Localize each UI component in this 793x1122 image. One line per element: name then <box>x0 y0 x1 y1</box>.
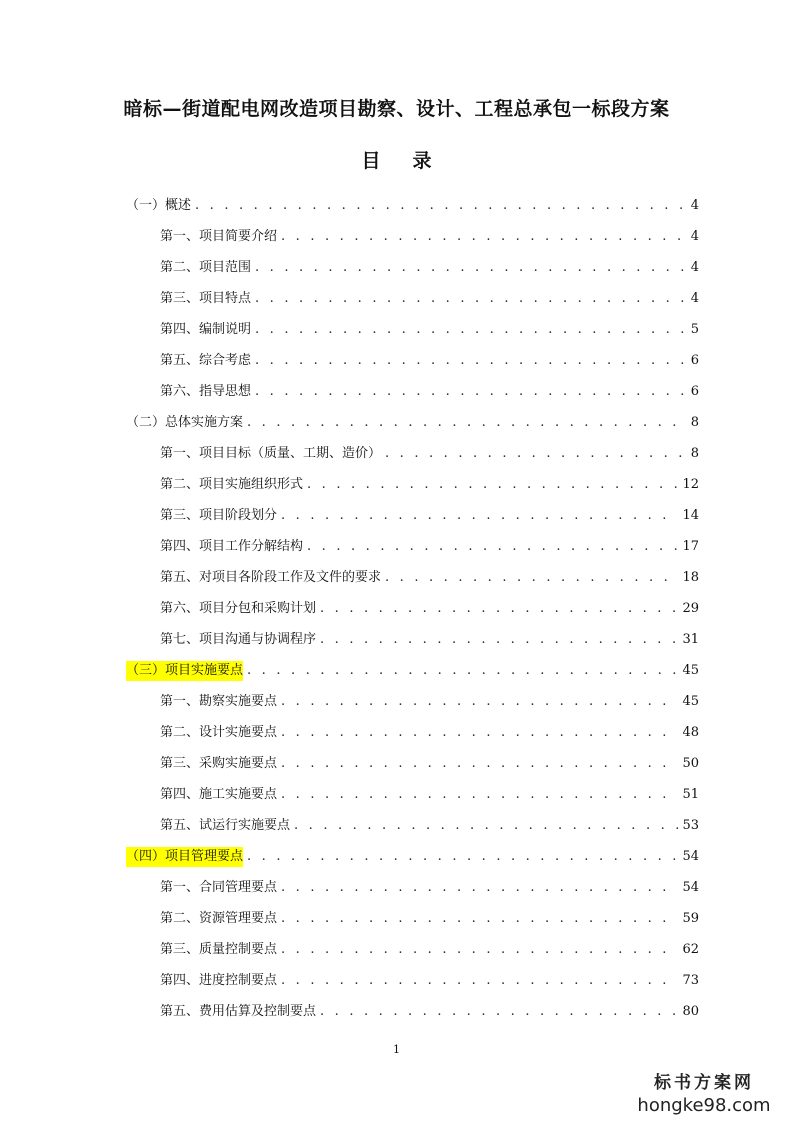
toc-dot-leader <box>320 599 678 619</box>
toc-entry[interactable] <box>160 227 699 247</box>
toc-entry-page: 54 <box>682 849 699 864</box>
toc-dot-leader <box>281 754 678 774</box>
toc-entry[interactable] <box>160 568 699 588</box>
toc-entry-label: 第二、资源管理要点 <box>160 911 278 926</box>
toc-entry-page: 48 <box>682 725 699 740</box>
toc-dot-leader <box>281 940 678 960</box>
toc-entry[interactable] <box>126 847 699 867</box>
toc-entry-label: 第五、对项目各阶段工作及文件的要求 <box>160 570 382 585</box>
toc-dot-leader <box>255 351 687 371</box>
toc-entry[interactable] <box>160 1002 699 1022</box>
toc-dot-leader <box>307 537 678 557</box>
toc-entry[interactable] <box>160 909 699 929</box>
toc-entry[interactable] <box>126 413 699 433</box>
toc-entry-label: 第二、项目实施组织形式 <box>160 477 304 492</box>
toc-entry[interactable] <box>126 196 699 216</box>
toc-entry[interactable] <box>160 878 699 898</box>
toc-entry-label: 第四、编制说明 <box>160 322 252 337</box>
toc-entry[interactable] <box>126 661 699 681</box>
toc-entry[interactable] <box>160 754 699 774</box>
toc-entry-label: 第三、项目特点 <box>160 291 252 306</box>
toc-entry-page: 12 <box>682 477 699 492</box>
toc-entry-label: 第六、指导思想 <box>160 384 252 399</box>
toc-entry-label: 第五、费用估算及控制要点 <box>160 1004 317 1019</box>
toc-entry-label: 第一、勘察实施要点 <box>160 694 278 709</box>
toc-entry-label: 第四、项目工作分解结构 <box>160 539 304 554</box>
toc-entry-label: 第三、项目阶段划分 <box>160 508 278 523</box>
toc-entry-page: 45 <box>682 663 699 678</box>
watermark-url: hongke98.com <box>637 1095 771 1116</box>
toc-dot-leader <box>281 909 678 929</box>
toc-dot-leader <box>247 413 687 433</box>
toc-entry-page: 31 <box>682 632 699 647</box>
toc-entry-page: 18 <box>682 570 699 585</box>
toc-entry[interactable] <box>160 289 699 309</box>
toc-entry[interactable] <box>160 444 699 464</box>
toc-entry[interactable] <box>160 692 699 712</box>
toc-entry-page: 17 <box>682 539 699 554</box>
toc-entry[interactable] <box>160 351 699 371</box>
toc-entry-label: 第三、采购实施要点 <box>160 756 278 771</box>
toc-dot-leader <box>195 196 687 216</box>
toc-entry-page: 59 <box>682 911 699 926</box>
toc-entry-label: 第二、项目范围 <box>160 260 252 275</box>
toc-entry-label: 第七、项目沟通与协调程序 <box>160 632 317 647</box>
toc-entry-page: 29 <box>682 601 699 616</box>
toc-entry[interactable] <box>160 475 699 495</box>
toc-entry-page: 51 <box>682 787 699 802</box>
toc-dot-leader <box>281 723 678 743</box>
toc-dot-leader <box>247 847 678 867</box>
toc-entry-label: 第一、合同管理要点 <box>160 880 278 895</box>
toc-dot-leader <box>294 816 678 836</box>
toc-dot-leader <box>385 444 687 464</box>
toc-entry[interactable] <box>160 382 699 402</box>
toc-entry-page: 4 <box>690 229 699 244</box>
toc-dot-leader <box>281 878 678 898</box>
document-title: 暗标—街道配电网改造项目勘察、设计、工程总承包一标段方案 <box>123 98 670 120</box>
toc-entry-label: 第四、施工实施要点 <box>160 787 278 802</box>
toc-dot-leader <box>307 475 678 495</box>
toc-dot-leader <box>255 258 687 278</box>
toc-entry-page: 73 <box>682 973 699 988</box>
toc-dot-leader <box>320 1002 678 1022</box>
toc-dot-leader <box>247 661 678 681</box>
toc-entry-label: 第三、质量控制要点 <box>160 942 278 957</box>
toc-dot-leader <box>255 289 687 309</box>
toc-entry[interactable] <box>160 537 699 557</box>
toc-entry-label: （一）概述 <box>126 198 192 213</box>
toc-dot-leader <box>255 320 687 340</box>
toc-entry-page: 50 <box>682 756 699 771</box>
toc-entry[interactable] <box>160 599 699 619</box>
toc-entry-label: （三）项目实施要点 <box>126 661 243 681</box>
toc-entry-label: 第一、项目目标（质量、工期、造价） <box>160 446 382 461</box>
watermark-cn: 标书方案网 <box>654 1073 754 1093</box>
toc-entry-page: 53 <box>682 818 699 833</box>
toc-entry-page: 6 <box>690 384 699 399</box>
toc-entry-label: 第五、综合考虑 <box>160 353 252 368</box>
toc-dot-leader <box>255 382 687 402</box>
toc-dot-leader <box>281 785 678 805</box>
toc-entry-page: 8 <box>690 446 699 461</box>
toc-entry[interactable] <box>160 258 699 278</box>
toc-entry[interactable] <box>160 971 699 991</box>
toc-entry-label: （四）项目管理要点 <box>126 847 243 867</box>
toc-heading-right: 录 <box>412 150 432 172</box>
toc-entry-label: 第四、进度控制要点 <box>160 973 278 988</box>
toc-heading-left: 目 <box>361 150 381 172</box>
toc-entry[interactable] <box>160 320 699 340</box>
toc-entry-label: 第二、设计实施要点 <box>160 725 278 740</box>
toc-dot-leader <box>281 227 687 247</box>
toc-entry[interactable] <box>160 506 699 526</box>
page-number: 1 <box>393 1043 400 1056</box>
toc-entry-page: 5 <box>690 322 699 337</box>
toc-entry[interactable] <box>160 630 699 650</box>
toc-dot-leader <box>281 692 678 712</box>
toc-entry-page: 54 <box>682 880 699 895</box>
toc-entry[interactable] <box>160 785 699 805</box>
toc-entry-page: 6 <box>690 353 699 368</box>
toc-entry[interactable] <box>160 940 699 960</box>
toc-entry-page: 8 <box>690 415 699 430</box>
toc-entry-page: 4 <box>690 198 699 213</box>
toc-entry[interactable] <box>160 816 699 836</box>
toc-entry-label: 第六、项目分包和采购计划 <box>160 601 317 616</box>
toc-entry-page: 80 <box>682 1004 699 1019</box>
toc-entry-page: 4 <box>690 291 699 306</box>
toc-entry-label: 第一、项目简要介绍 <box>160 229 278 244</box>
watermark <box>629 1068 779 1116</box>
toc-dot-leader <box>281 971 678 991</box>
toc-dot-leader <box>320 630 678 650</box>
toc-entry-page: 4 <box>690 260 699 275</box>
toc-entry-page: 45 <box>682 694 699 709</box>
toc-dot-leader <box>281 506 678 526</box>
toc-entry-label: 第五、试运行实施要点 <box>160 818 291 833</box>
toc-dot-leader <box>385 568 678 588</box>
toc-heading <box>0 146 793 173</box>
toc-entry-page: 62 <box>682 942 699 957</box>
toc-entry-page: 14 <box>682 508 699 523</box>
toc-entry-label: （二）总体实施方案 <box>126 415 244 430</box>
toc-entry[interactable] <box>160 723 699 743</box>
